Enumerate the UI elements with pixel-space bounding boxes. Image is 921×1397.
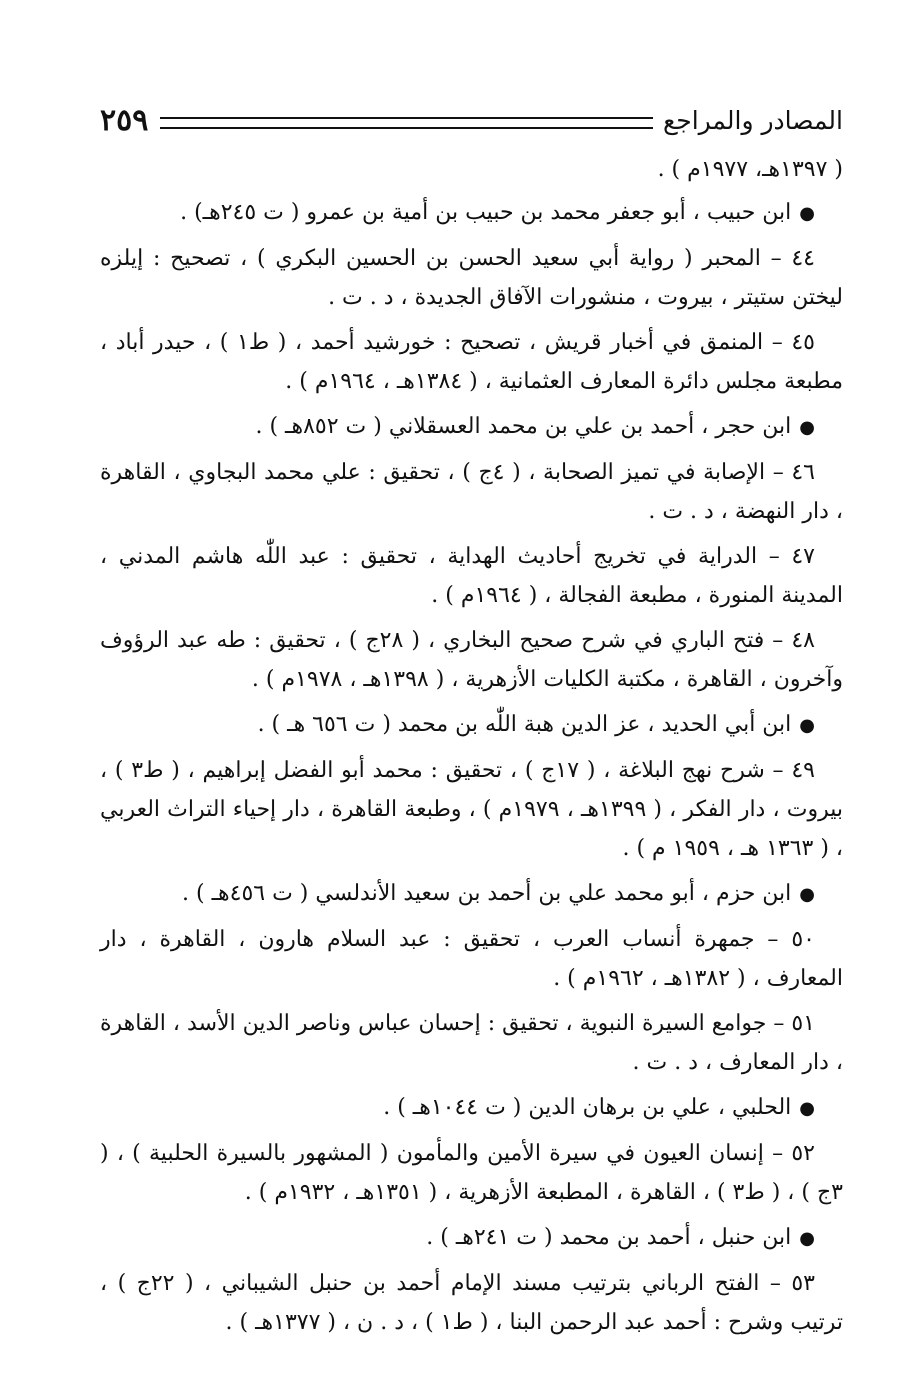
bullet-icon: ● [799,1228,815,1249]
reference-entry: ٤٧ – الدراية في تخريج أحاديث الهداية ، تحقيق : عبد اللّٰه هاشم المدني ، المدينة المنورة ، مطبعة الفجالة ، ( ١٩٦٤م ) . [100,544,843,608]
header-rule [160,117,653,129]
bullet-icon: ● [799,715,815,736]
reference-entry: ٥٣ – الفتح الرباني بترتيب مسند الإمام أحمد بن حنبل الشيباني ، ( ٢٢ج ) ، ترتيب وشرح : أحمد عبد الرحمن البنا ، ( ط١ ) ، د . ن ، ( ١٣٧٧هـ ) . [100,1271,843,1335]
reference-entry: ٥١ – جوامع السيرة النبوية ، تحقيق : إحسان عباس وناصر الدين الأسد ، القاهرة ، دار المعارف ، د . ت . [100,1011,843,1075]
reference-entry: ٤٩ – شرح نهج البلاغة ، ( ١٧ج ) ، تحقيق : محمد أبو الفضل إبراهيم ، ( ط٣ ) ، بيروت ، دار الفكر ، ( ١٣٩٩هـ ، ١٩٧٩م ) ، وطبعة القاهرة ، دار إحياء التراث العربي ، ( ١٣٦٣ هـ ، ١٩٥٩ م ) . [100,758,843,861]
author-heading: ●ابن حزم ، أبو محمد علي بن أحمد بن سعيد الأندلسي ( ت ٤٥٦هـ ) . [100,874,843,914]
continued-line: ( ١٣٩٧هـ، ١٩٧٧م ) . [657,157,843,182]
running-title: المصادر والمراجع [662,105,843,135]
references-list [100,150,843,1348]
reference-entry: ٤٤ – المحبر ( رواية أبي سعيد الحسن بن الحسين البكري ) ، تصحيح : إيلزه ليختن ستيتر ، بيروت ، منشورات الآفاق الجديدة ، د . ت . [100,246,843,310]
bullet-icon: ● [799,1098,815,1119]
author-heading: ●ابن حجر ، أحمد بن علي بن محمد العسقلاني ( ت ٨٥٢هـ ) . [100,407,843,447]
author-heading: ●ابن أبي الحديد ، عز الدين هبة اللّٰه بن محمد ( ت ٦٥٦ هـ ) . [100,705,843,745]
bullet-icon: ● [799,203,815,224]
reference-entry: ٥٠ – جمهرة أنساب العرب ، تحقيق : عبد السلام هارون ، القاهرة ، دار المعارف ، ( ١٣٨٢هـ ، ١٩٦٢م ) . [100,927,843,991]
reference-entry: ٤٦ – الإصابة في تميز الصحابة ، ( ٤ج ) ، تحقيق : علي محمد البجاوي ، القاهرة ، دار النهضة ، د . ت . [100,460,843,524]
reference-entry: ٥٢ – إنسان العيون في سيرة الأمين والمأمون ( المشهور بالسيرة الحلبية ) ، ( ٣ج ) ، ( ط٣ ) ، القاهرة ، المطبعة الأزهرية ، ( ١٣٥١هـ ، ١٩٣٢م ) . [100,1141,843,1205]
author-heading: ●الحلبي ، علي بن برهان الدين ( ت ١٠٤٤هـ ) . [100,1088,843,1128]
author-heading: ●ابن حبيب ، أبو جعفر محمد بن حبيب بن أمية بن عمرو ( ت ٢٤٥هـ) . [100,193,843,233]
bullet-icon: ● [799,884,815,905]
author-heading: ●ابن حنبل ، أحمد بن محمد ( ت ٢٤١هـ ) . [100,1218,843,1258]
page-number: ٢٥٩ [100,102,149,138]
page-header [100,98,843,142]
reference-entry: ٤٥ – المنمق في أخبار قريش ، تصحيح : خورشيد أحمد ، ( ط١ ) ، حيدر أباد ، مطبعة مجلس دائرة المعارف العثمانية ، ( ١٣٨٤هـ ، ١٩٦٤م ) . [100,330,843,394]
bullet-icon: ● [799,417,815,438]
reference-entry: ٤٨ – فتح الباري في شرح صحيح البخاري ، ( ٢٨ج ) ، تحقيق : طه عبد الرؤوف وآخرون ، القاهرة ، مكتبة الكليات الأزهرية ، ( ١٣٩٨هـ ، ١٩٧٨م ) . [100,628,843,692]
